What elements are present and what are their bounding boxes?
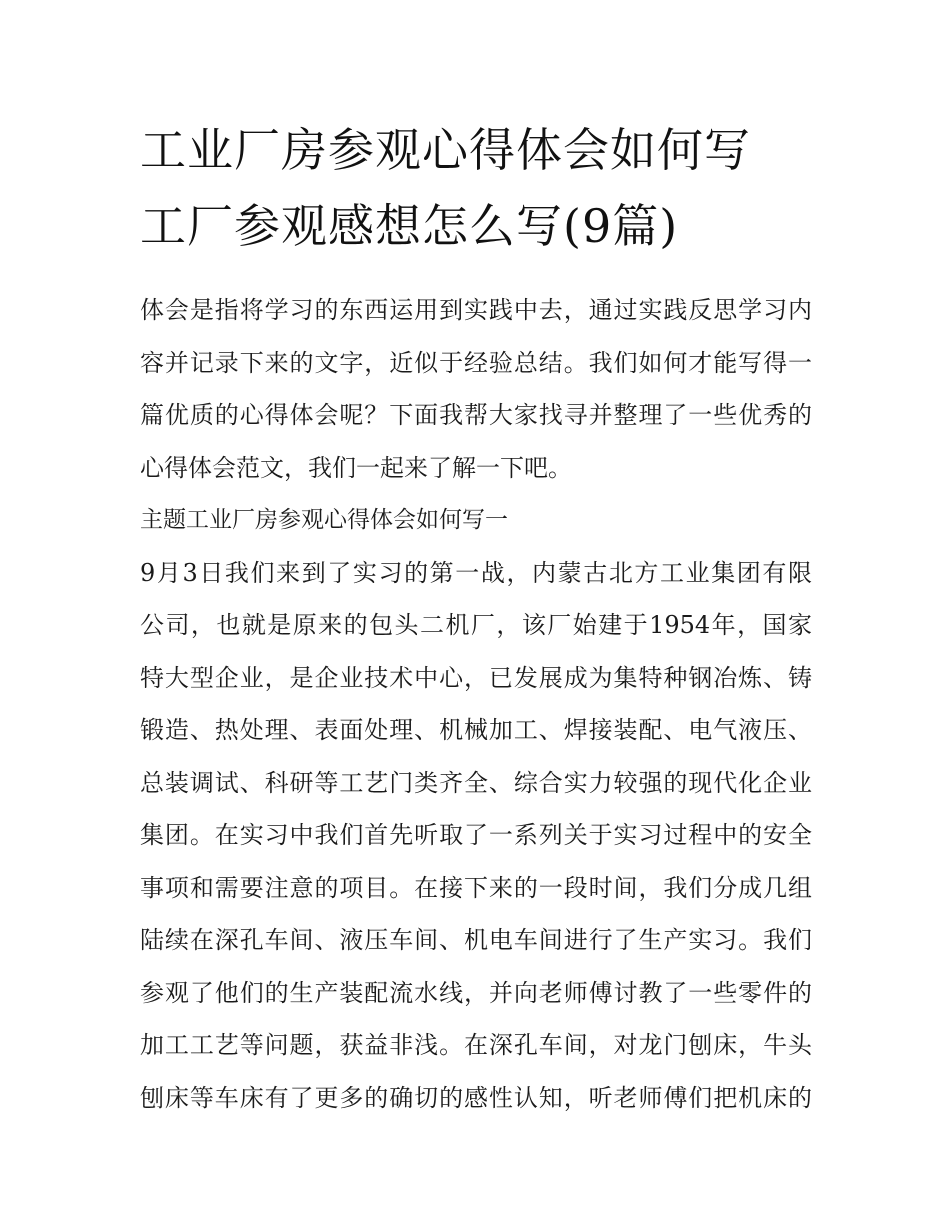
body-paragraph xyxy=(140,547,812,1125)
document-title xyxy=(140,112,812,264)
body-line: 参观了他们的生产装配流水线，并向老师傅讨教了一些零件的 xyxy=(140,978,812,1007)
intro-paragraph xyxy=(140,284,812,494)
intro-line: 体会是指将学习的东西运用到实践中去，通过实践反思学习内 xyxy=(140,296,812,324)
title-line-1: 工业厂房参观心得体会如何写 xyxy=(140,123,751,177)
document-content xyxy=(140,112,812,1124)
body-line: 9月3日我们来到了实习的第一战，内蒙古北方工业集团有限 xyxy=(140,558,812,587)
body-line: 特大型企业，是企业技术中心，已发展成为集特种钢冶炼、铸 xyxy=(140,663,812,692)
section-heading: 主题工业厂房参观心得体会如何写一 xyxy=(140,507,508,533)
title-line-2: 工厂参观感想怎么写(9篇) xyxy=(140,199,679,253)
body-line: 刨床等车床有了更多的确切的感性认知，听老师傅们把机床的 xyxy=(140,1083,812,1112)
intro-line: 篇优质的心得体会呢？下面我帮大家找寻并整理了一些优秀的 xyxy=(140,401,812,429)
body-line: 事项和需要注意的项目。在接下来的一段时间，我们分成几组 xyxy=(140,873,812,902)
body-line: 公司，也就是原来的包头二机厂，该厂始建于1954年，国家 xyxy=(140,611,812,639)
intro-line: 心得体会范文，我们一起来了解一下吧。 xyxy=(140,453,572,482)
body-line: 锻造、热处理、表面处理、机械加工、焊接装配、电气液压、 xyxy=(140,716,812,744)
body-line: 集团。在实习中我们首先听取了一系列关于实习过程中的安全 xyxy=(140,821,812,849)
intro-line: 容并记录下来的文字，近似于经验总结。我们如何才能写得一 xyxy=(140,348,812,377)
body-line: 加工工艺等问题，获益非浅。在深孔车间，对龙门刨床，牛头 xyxy=(140,1031,812,1059)
body-line: 总装调试、科研等工艺门类齐全、综合实力较强的现代化企业 xyxy=(140,768,812,797)
body-line: 陆续在深孔车间、液压车间、机电车间进行了生产实习。我们 xyxy=(140,926,812,954)
